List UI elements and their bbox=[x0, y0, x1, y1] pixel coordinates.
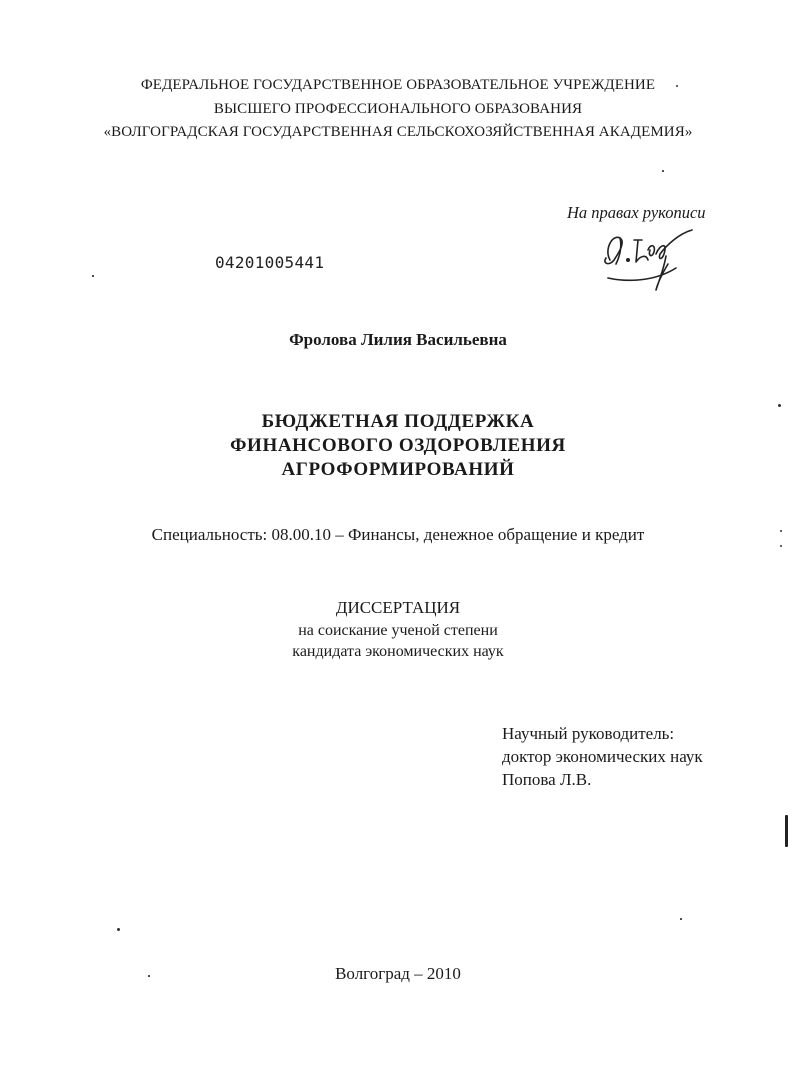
scan-edge-mark bbox=[785, 815, 788, 847]
supervisor-name: Попова Л.В. bbox=[502, 770, 592, 789]
title-line-2: ФИНАНСОВОГО ОЗДОРОВЛЕНИЯ bbox=[230, 435, 566, 456]
rights-note: На правах рукописи bbox=[567, 203, 706, 222]
title-line-3: АГРОФОРМИРОВАНИЙ bbox=[281, 459, 515, 480]
institution-line-3: «ВОЛГОГРАДСКАЯ ГОСУДАРСТВЕННАЯ СЕЛЬСКОХОЗЯЙСТВЕННАЯ АКАДЕМИЯ» bbox=[103, 124, 693, 140]
institution-line-2: ВЫСШЕГО ПРОФЕССИОНАЛЬНОГО ОБРАЗОВАНИЯ bbox=[213, 101, 583, 117]
title-line-1: БЮДЖЕТНАЯ ПОДДЕРЖКА bbox=[261, 411, 535, 432]
dissertation-title bbox=[0, 410, 796, 482]
scan-speck bbox=[662, 170, 664, 172]
document-type: ДИССЕРТАЦИЯ bbox=[335, 598, 461, 617]
scan-speck bbox=[778, 404, 781, 407]
handwritten-signature bbox=[598, 220, 708, 296]
city-year: Волгоград – 2010 bbox=[335, 964, 461, 983]
scan-speck bbox=[117, 928, 120, 931]
specialty: Специальность: 08.00.10 – Финансы, денежное обращение и кредит bbox=[151, 525, 645, 544]
scan-speck bbox=[680, 918, 682, 920]
supervisor-degree: доктор экономических наук bbox=[502, 747, 703, 766]
supervisor-block bbox=[502, 722, 703, 791]
author-name: Фролова Лилия Васильевна bbox=[289, 330, 507, 349]
supervisor-label: Научный руководитель: bbox=[502, 724, 675, 743]
degree-line-1: на соискание ученой степени bbox=[298, 622, 498, 639]
scan-speck bbox=[148, 975, 150, 977]
institution-line-1: ФЕДЕРАЛЬНОЕ ГОСУДАРСТВЕННОЕ ОБРАЗОВАТЕЛЬНОЕ УЧРЕЖДЕНИЕ bbox=[140, 77, 656, 93]
scan-speck bbox=[92, 275, 94, 277]
scan-speck bbox=[780, 530, 782, 532]
scan-speck bbox=[676, 85, 678, 87]
scan-speck bbox=[780, 545, 782, 547]
degree-block bbox=[0, 620, 796, 662]
degree-line-2: кандидата экономических наук bbox=[292, 643, 504, 660]
document-code: 04201005441 bbox=[215, 253, 325, 272]
